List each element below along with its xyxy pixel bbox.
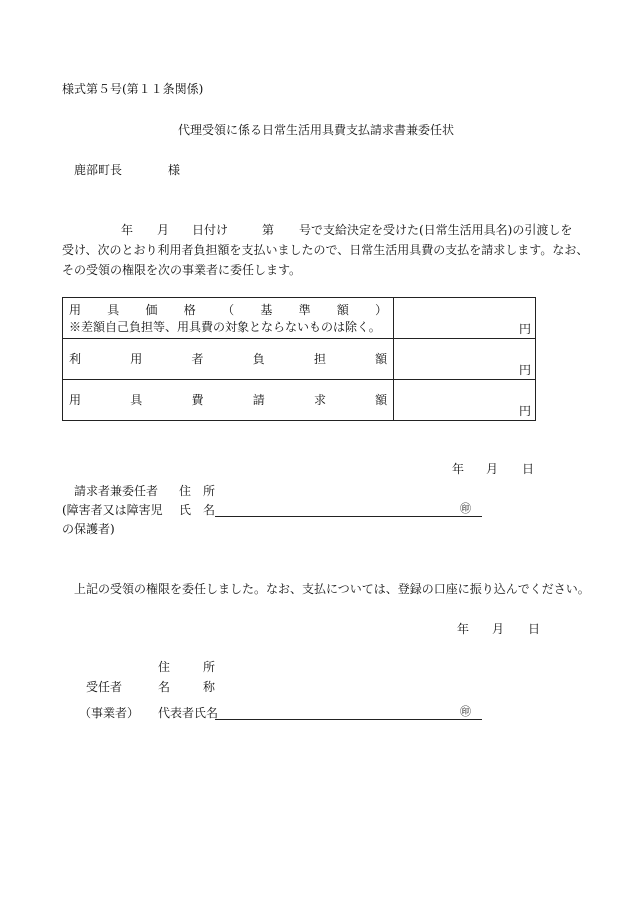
body-line2: 受け、次のとおり利用者負担額を支払いましたので、日常生活用具費の支払を請求します。なお、 [62, 243, 589, 257]
body-line1: 号で支給決定を受けた(日常生活用具名)の引渡しを [299, 223, 573, 237]
label-user-burden: 利 用 者 負 担 額 [69, 352, 388, 366]
label-cell [63, 339, 394, 380]
table-row [63, 380, 536, 421]
yen-unit: 円 [518, 404, 531, 418]
body-date-year: 年 [121, 223, 134, 237]
label-cell [63, 380, 394, 421]
agent-address-label: 住 所 [158, 660, 215, 674]
table-row [63, 339, 536, 380]
label-claim-amount: 用 具 費 請 求 額 [69, 393, 388, 407]
label-cell [63, 298, 394, 339]
date1-month: 月 [486, 462, 499, 476]
label-base-price: 用 具 価 格 （ 基 準 額 ） [69, 303, 388, 317]
value-cell [394, 339, 536, 380]
delegation-text: 上記の受領の権限を委任しました。なお、支払については、登録の口座に振り込んでください。 [74, 582, 590, 596]
yen-unit: 円 [518, 322, 531, 336]
table-row [63, 298, 536, 339]
agent-name-label: 名 称 [158, 680, 215, 694]
claimant-paren-line1: (障害者又は障害児 [62, 503, 163, 517]
claimant-name-label: 氏 名 [179, 503, 215, 517]
document-title: 代理受領に係る日常生活用具費支払請求書兼委任状 [178, 123, 455, 137]
yen-unit: 円 [518, 363, 531, 377]
value-cell [394, 298, 536, 339]
claimant-paren-line2: の保護者) [62, 522, 115, 536]
body-date-month: 月 [157, 223, 170, 237]
date2-month: 月 [492, 622, 505, 636]
value-cell [394, 380, 536, 421]
label-note: ※差額自己負担等、用具費の対象とならないものは除く。 [69, 320, 381, 334]
form-number: 様式第５号(第１１条関係) [62, 82, 204, 96]
claimant-name-line [215, 516, 482, 517]
claimant-label: 請求者兼委任者 [74, 484, 159, 498]
body-number-prefix: 第 [262, 223, 275, 237]
amounts-table [62, 297, 536, 421]
agent-rep-line [215, 719, 482, 720]
body-line3: その受領の権限を次の事業者に委任します。 [62, 263, 302, 277]
date2-day: 日 [528, 622, 541, 636]
agent-seal-mark: ㊞ [460, 705, 471, 718]
addressee-name: 鹿部町長 [74, 163, 123, 177]
date1-year: 年 [452, 462, 465, 476]
body-date-day: 日付け [192, 223, 229, 237]
claimant-address-label: 住 所 [179, 484, 215, 498]
date1-day: 日 [522, 462, 535, 476]
agent-label: 受任者 [86, 680, 123, 694]
claimant-seal-mark: ㊞ [460, 502, 471, 515]
date2-year: 年 [457, 622, 470, 636]
addressee-honorific: 様 [168, 163, 181, 177]
agent-business-label: （事業者） [79, 706, 140, 720]
agent-rep-label: 代表者氏名 [158, 706, 219, 720]
